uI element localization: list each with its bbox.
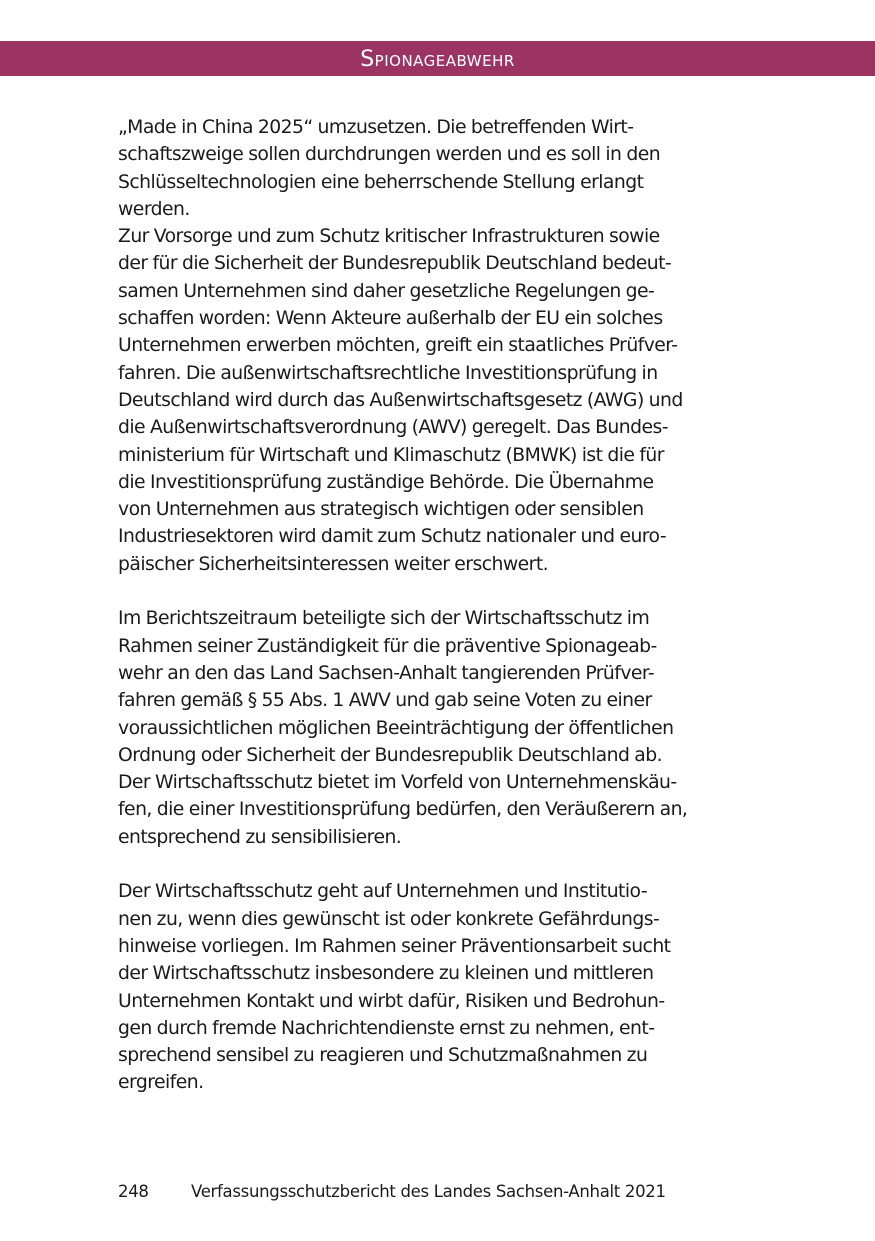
text-line: ergreifen. <box>118 1072 204 1094</box>
text-line: nen zu, wenn dies gewünscht ist oder konkrete Gefährdungs- <box>118 908 660 930</box>
text-line: fahren gemäß § 55 Abs. 1 AWV und gab seine Voten zu einer <box>118 690 652 712</box>
text-line: Im Berichtszeitraum beteiligte sich der Wirtschaftsschutz im <box>118 608 650 630</box>
text-line: Ordnung oder Sicherheit der Bundesrepublik Deutschland ab. <box>118 744 663 766</box>
text-line: gen durch fremde Nachrichtendienste ernst zu nehmen, ent- <box>118 1017 655 1039</box>
text-line: voraussichtlichen möglichen Beeinträchtigung der öffentlichen <box>118 717 674 739</box>
text-line: fen, die einer Investitionsprüfung bedürfen, den Veräußerern an, <box>118 799 688 821</box>
page-footer <box>118 1180 666 1204</box>
text-line: Der Wirtschaftsschutz bietet im Vorfeld von Unternehmenskäu- <box>118 772 677 794</box>
text-line: Zur Vorsorge und zum Schutz kritischer Infrastrukturen sowie <box>118 226 660 248</box>
text-line: Industriesektoren wird damit zum Schutz nationaler und euro- <box>118 526 667 548</box>
publication-title: Verfassungsschutzbericht des Landes Sachsen-Anhalt 2021 <box>191 1182 666 1201</box>
text-line: hinweise vorliegen. Im Rahmen seiner Präventionsarbeit sucht <box>118 935 671 957</box>
text-line: ministerium für Wirtschaft und Klimaschutz (BMWK) ist die für <box>118 444 664 466</box>
text-line: fahren. Die außenwirtschaftsrechtliche Investitionsprüfung in <box>118 362 658 384</box>
text-line: die Investitionsprüfung zuständige Behörde. Die Übernahme <box>118 471 654 493</box>
body-text <box>118 114 758 1097</box>
text-line: päischer Sicherheitsinteressen weiter erschwert. <box>118 553 549 575</box>
text-line: werden. <box>118 198 190 220</box>
text-line: sprechend sensibel zu reagieren und Schutzmaßnahmen zu <box>118 1045 648 1067</box>
text-line: Der Wirtschaftsschutz geht auf Unternehmen und Institutio- <box>118 881 648 903</box>
paragraph-2 <box>118 605 758 851</box>
section-header-band <box>0 41 875 76</box>
text-line: schaftszweige sollen durchdrungen werden und es soll in den <box>118 144 661 166</box>
text-line: schaffen worden: Wenn Akteure außerhalb der EU ein solches <box>118 308 663 330</box>
text-line: Schlüsseltechnologien eine beherrschende Stellung erlangt <box>118 171 644 193</box>
paragraph-spacer <box>118 851 758 878</box>
paragraph-spacer <box>118 578 758 605</box>
text-line: Rahmen seiner Zuständigkeit für die präventive Spionageab- <box>118 635 657 657</box>
page-number: 248 <box>118 1182 149 1201</box>
text-line: von Unternehmen aus strategisch wichtigen oder sensiblen <box>118 499 644 521</box>
text-line: „Made in China 2025“ umzusetzen. Die betreffenden Wirt- <box>118 117 634 138</box>
text-line: entsprechend zu sensibilisieren. <box>118 826 402 848</box>
paragraph-1 <box>118 114 758 578</box>
paragraph-3 <box>118 878 758 1096</box>
text-line: wehr an den das Land Sachsen-Anhalt tangierenden Prüfver- <box>118 662 655 684</box>
text-line: der für die Sicherheit der Bundesrepublik Deutschland bedeut- <box>118 253 672 275</box>
text-line: die Außenwirtschaftsverordnung (AWV) geregelt. Das Bundes- <box>118 417 668 439</box>
section-title: Spionageabwehr <box>360 47 515 72</box>
text-line: Deutschland wird durch das Außenwirtschaftsgesetz (AWG) und <box>118 389 683 411</box>
text-line: samen Unternehmen sind daher gesetzliche Regelungen ge- <box>118 280 655 302</box>
text-line: der Wirtschaftsschutz insbesondere zu kleinen und mittleren <box>118 963 654 985</box>
text-line: Unternehmen Kontakt und wirbt dafür, Risiken und Bedrohun- <box>118 990 665 1012</box>
text-line: Unternehmen erwerben möchten, greift ein staatliches Prüfver- <box>118 335 678 357</box>
